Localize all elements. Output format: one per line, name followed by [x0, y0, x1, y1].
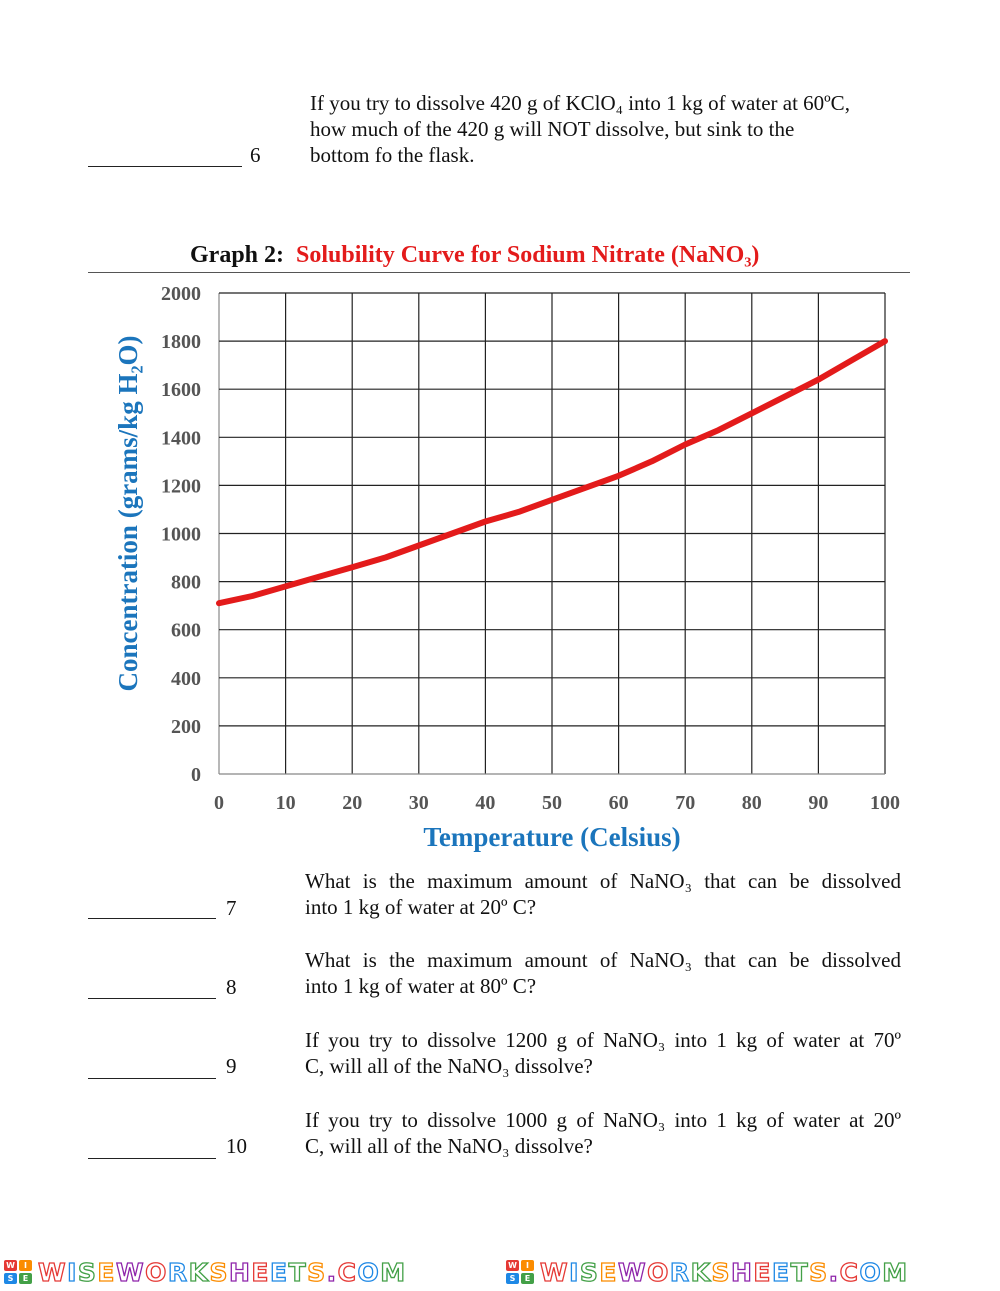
logo-letter-s: S: [506, 1273, 519, 1284]
y-tick-label: 400: [171, 667, 201, 690]
question-10-line-1: If you try to dissolve 1000 g of NaNO₃ into 1 kg of water at 20º: [305, 1108, 901, 1132]
heading-divider: [88, 272, 910, 273]
graph-prefix: Graph 2:: [190, 242, 285, 268]
question-text-10: [305, 1107, 901, 1159]
logo-letter-i: I: [19, 1260, 32, 1271]
y-tick-label: 1600: [161, 379, 201, 402]
y-tick-label: 1200: [161, 475, 201, 498]
logo-letter-e: E: [19, 1273, 32, 1284]
question-10-line-2: C, will all of the NaNO₃ dissolve?: [305, 1134, 593, 1158]
answer-blank-8[interactable]: [88, 998, 216, 999]
question-number-6: 6: [250, 143, 261, 167]
y-tick-label: 600: [171, 619, 201, 642]
brand-logo-icon: [4, 1260, 34, 1286]
x-tick-label: 20: [342, 792, 363, 814]
logo-letter-w: W: [4, 1260, 17, 1271]
brand-name: WISEWORKSHEETS.COM: [38, 1258, 407, 1287]
footer-watermark: [0, 1252, 1000, 1291]
logo-letter-i: I: [521, 1260, 534, 1271]
question-text-6: [310, 90, 910, 168]
question-number-7: 7: [226, 896, 237, 920]
graph-title: Solubility Curve for Sodium Nitrate (NaNO₃): [296, 242, 760, 268]
question-text-8: [305, 947, 901, 999]
x-tick-label: 90: [808, 792, 829, 814]
question-number-9: 9: [226, 1054, 237, 1078]
x-axis-ticks: [214, 792, 900, 814]
x-tick-label: 60: [608, 792, 629, 814]
answer-blank-6[interactable]: [88, 166, 242, 167]
x-tick-label: 70: [675, 792, 696, 814]
logo-letter-e: E: [521, 1273, 534, 1284]
x-tick-label: 30: [408, 792, 429, 814]
logo-letter-w: W: [506, 1260, 519, 1271]
x-tick-label: 0: [214, 792, 224, 814]
x-tick-label: 40: [475, 792, 496, 814]
x-tick-label: 10: [275, 792, 296, 814]
question-6-line-2: how much of the 420 g will NOT dissolve, but sink to the: [310, 117, 795, 141]
answer-blank-10[interactable]: [88, 1158, 216, 1159]
x-tick-label: 100: [870, 792, 900, 814]
brand-logo-icon: [506, 1260, 536, 1286]
solubility-chart: [0, 275, 1000, 865]
question-text-7: [305, 868, 901, 920]
question-number-10: 10: [226, 1134, 247, 1158]
brand-block-1: [4, 1258, 494, 1288]
chart-grid: [219, 293, 885, 774]
x-tick-label: 50: [542, 792, 562, 814]
graph-heading: [190, 242, 759, 269]
y-tick-label: 1800: [161, 331, 201, 354]
x-axis-title: Temperature (Celsius): [423, 822, 681, 852]
question-text-9: [305, 1027, 901, 1079]
question-8-line-2: into 1 kg of water at 80º C?: [305, 974, 537, 998]
y-tick-label: 800: [171, 571, 201, 594]
y-axis-title: Concentration (grams/kg H₂O): [113, 335, 143, 692]
question-6-line-3: bottom fo the flask.: [310, 143, 475, 167]
question-6-line-1: If you try to dissolve 420 g of KClO₄ into 1 kg of water at 60ºC,: [310, 91, 850, 115]
y-axis-ticks: [161, 283, 201, 786]
question-7-line-1: What is the maximum amount of NaNO₃ that can be dissolved: [305, 869, 901, 893]
brand-block-2: [506, 1258, 996, 1288]
question-7-line-2: into 1 kg of water at 20º C?: [305, 895, 537, 919]
question-number-8: 8: [226, 975, 237, 999]
x-tick-label: 80: [741, 792, 762, 814]
y-tick-label: 1000: [161, 523, 201, 546]
brand-name: WISEWORKSHEETS.COM: [540, 1258, 909, 1287]
y-tick-label: 2000: [161, 283, 201, 305]
question-8-line-1: What is the maximum amount of NaNO₃ that can be dissolved: [305, 948, 901, 972]
answer-blank-7[interactable]: [88, 918, 216, 919]
y-tick-label: 200: [171, 715, 201, 738]
question-9-line-2: C, will all of the NaNO₃ dissolve?: [305, 1054, 593, 1078]
logo-letter-s: S: [4, 1273, 17, 1284]
answer-blank-9[interactable]: [88, 1078, 216, 1079]
y-tick-label: 0: [191, 764, 201, 786]
y-tick-label: 1400: [161, 427, 201, 450]
question-9-line-1: If you try to dissolve 1200 g of NaNO₃ into 1 kg of water at 70º: [305, 1028, 901, 1052]
